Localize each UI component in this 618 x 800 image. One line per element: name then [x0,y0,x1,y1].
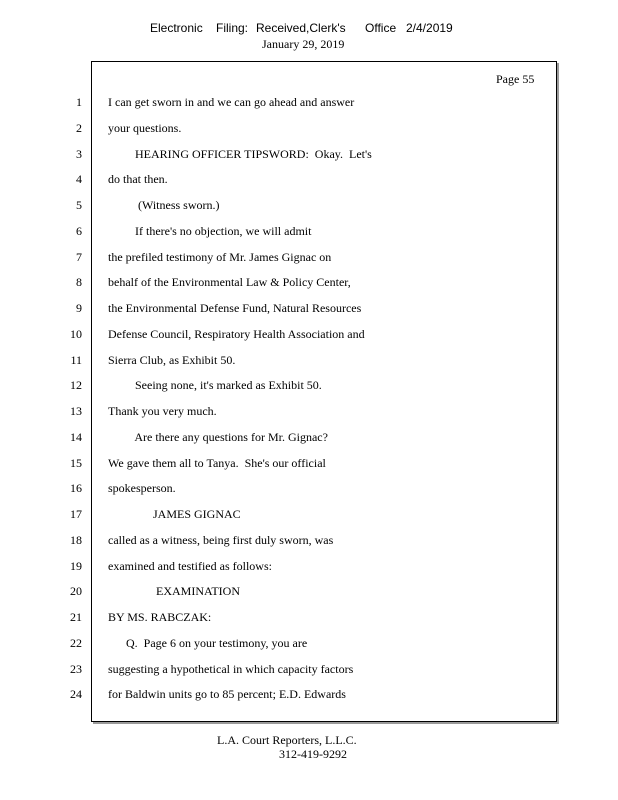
transcript-date: January 29, 2019 [262,37,345,51]
filing-stamp [0,21,618,37]
line-text: I can get sworn in and we can go ahead and answer [108,95,355,109]
line-number: 7 [76,250,82,264]
line-text: for Baldwin units go to 85 percent; E.D. Edwards [108,687,346,701]
line-text: the Environmental Defense Fund, Natural Resources [108,301,362,315]
line-number: 13 [70,404,82,418]
line-text: suggesting a hypothetical in which capacity factors [108,662,354,676]
footer-phone: 312-419-9292 [279,747,347,761]
line-number: 11 [70,353,82,367]
footer-company: L.A. Court Reporters, L.L.C. [217,733,357,747]
line-text: called as a witness, being first duly sworn, was [108,533,334,547]
line-number: 16 [70,481,82,495]
filing-stamp-office: Office [365,21,397,35]
line-number: 22 [70,636,82,650]
line-number: 5 [76,198,82,212]
line-number: 15 [70,456,82,470]
line-number: 21 [70,610,82,624]
line-text: HEARING OFFICER TIPSWORD: Okay. Let's [108,147,372,161]
line-text: Q. Page 6 on your testimony, you are [108,636,308,650]
line-number: 24 [70,687,82,701]
line-text: your questions. [108,121,182,135]
line-text: behalf of the Environmental Law & Policy Center, [108,275,351,289]
line-number: 18 [70,533,82,547]
line-number: 14 [70,430,82,444]
line-number: 17 [70,507,82,521]
line-text: spokesperson. [108,481,176,495]
line-text: Defense Council, Respiratory Health Association and [108,327,365,341]
line-text: Seeing none, it's marked as Exhibit 50. [108,378,322,392]
filing-stamp-date: 2/4/2019 [406,21,453,35]
line-text: Are there any questions for Mr. Gignac? [108,430,328,444]
line-number: 6 [76,224,82,238]
filing-stamp-received: Received,Clerk's [256,21,346,35]
filing-stamp-electronic: Electronic [150,21,203,35]
page-number: Page 55 [496,72,535,86]
line-text: Sierra Club, as Exhibit 50. [108,353,236,367]
line-text: If there's no objection, we will admit [108,224,312,238]
line-number: 3 [76,147,82,161]
line-number: 19 [70,559,82,573]
line-text: (Witness sworn.) [108,198,220,212]
line-number: 20 [70,584,82,598]
line-number: 4 [76,172,82,186]
line-text: Thank you very much. [108,404,217,418]
line-text: EXAMINATION [108,584,240,598]
line-number: 1 [76,95,82,109]
line-number: 23 [70,662,82,676]
line-text: JAMES GIGNAC [108,507,241,521]
line-number: 2 [76,121,82,135]
line-text: BY MS. RABCZAK: [108,610,212,624]
line-number: 9 [76,301,82,315]
line-number: 8 [76,275,82,289]
filing-stamp-filing: Filing: [216,21,249,35]
line-text: examined and testified as follows: [108,559,272,573]
line-text: do that then. [108,172,168,186]
line-number: 12 [70,378,82,392]
line-text: the prefiled testimony of Mr. James Gignac on [108,250,332,264]
line-number: 10 [70,327,82,341]
line-text: We gave them all to Tanya. She's our official [108,456,326,470]
